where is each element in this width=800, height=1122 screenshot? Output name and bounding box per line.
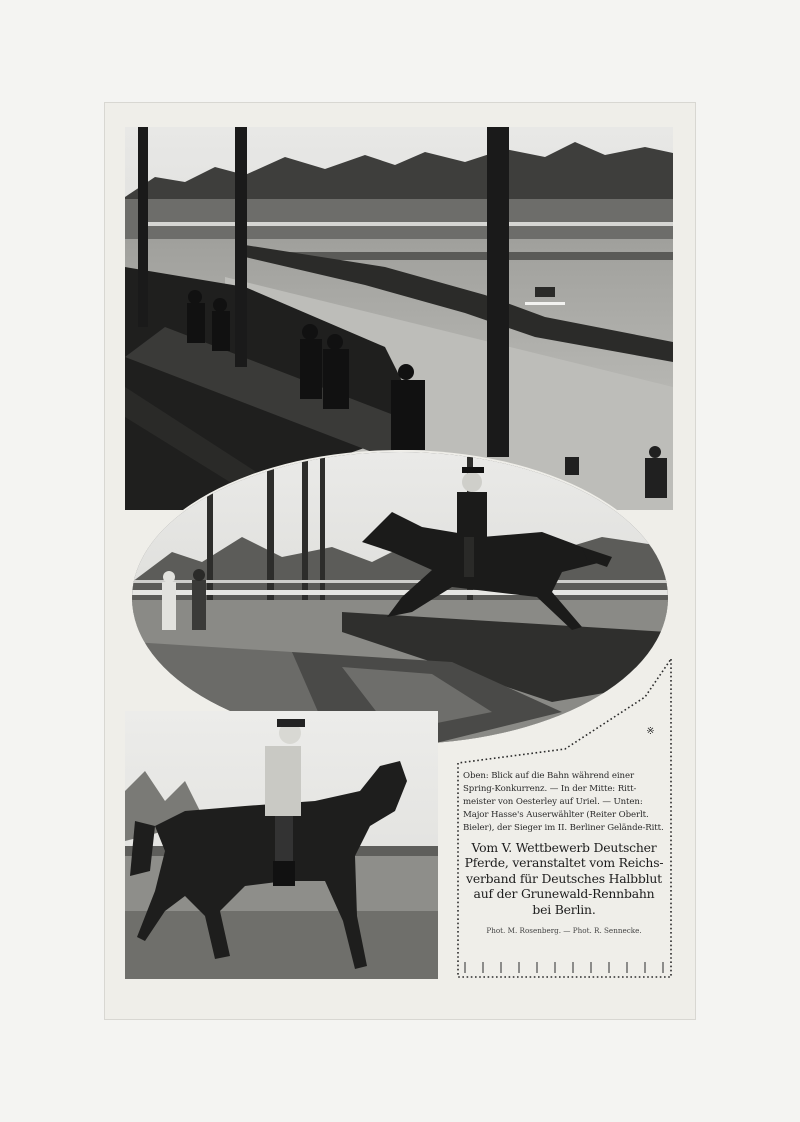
photo-credit: Phot. M. Rosenberg. — Phot. R. Sennecke.: [486, 926, 642, 935]
caption-line: Bieler), der Sieger im II. Berliner Gelände-Ritt.: [463, 823, 664, 833]
caption-line: Spring-Konkurrenz. — In der Mitte: Ritt-: [463, 784, 637, 794]
article-title: [458, 840, 670, 917]
caption-line: Oben: Blick auf die Bahn während einer: [463, 771, 634, 781]
ornament-icon: ※: [646, 726, 655, 737]
title-line: bei Berlin.: [532, 901, 596, 917]
title-line: verband für Deutsches Halbblut: [466, 870, 662, 886]
caption-line: Major Hasse's Auserwählter (Reiter Oberlt.: [463, 810, 649, 820]
officer-on-horse-photo: [125, 711, 438, 979]
caption-line: meister von Oesterley auf Uriel. — Unten:: [463, 797, 643, 807]
title-line: Pferde, veranstaltet vom Reichs-: [464, 855, 664, 871]
title-line: auf der Grunewald-Rennbahn: [473, 886, 655, 902]
photo-caption: [463, 770, 665, 835]
title-line: Vom V. Wettbewerb Deutscher: [471, 840, 657, 855]
